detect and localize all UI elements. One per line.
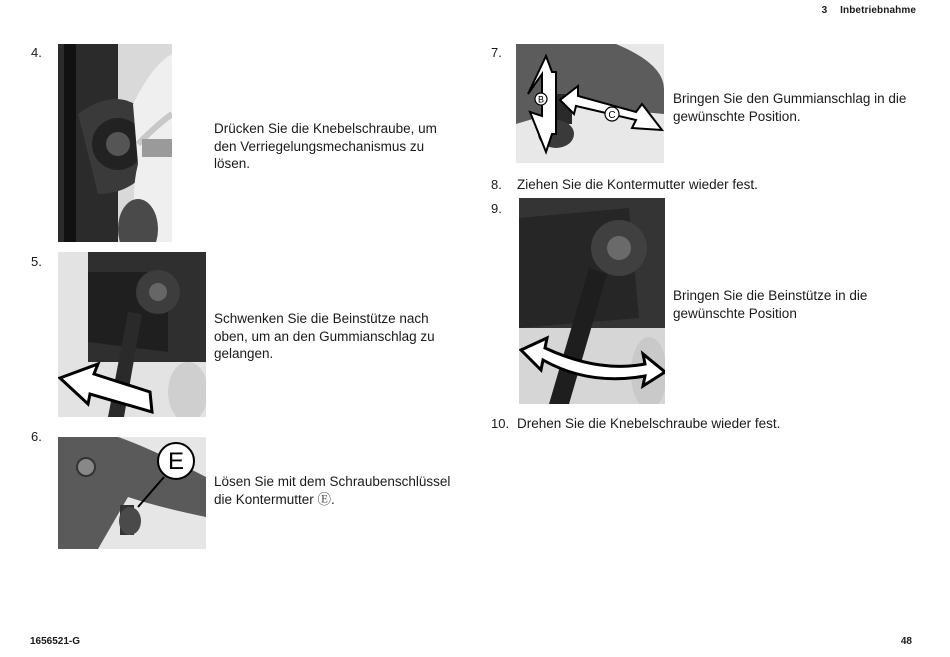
step-4-number: 4. (31, 45, 42, 60)
photo-legrest-position-arrow-icon (519, 198, 665, 404)
step-7-text: Bringen Sie den Gummianschlag in die gewünschte Position. (673, 91, 907, 124)
fig7-callout-b-label: B (537, 94, 545, 105)
photo-rubber-stop-arrows-icon (516, 44, 664, 163)
step-6-text: Lösen Sie mit dem Schraubenschlüssel die Kontermutter Ⓔ. (214, 474, 451, 507)
photo-legrest-swing-icon (58, 252, 206, 417)
chapter-title: Inbetriebnahme (840, 5, 916, 16)
step-9-number: 9. (491, 201, 502, 216)
step-7-photo (516, 44, 664, 163)
step-5-photo (58, 252, 206, 417)
photo-locknut-icon (58, 437, 206, 549)
photo-hand-pressing-knob-icon (58, 44, 172, 242)
step-10-number: 10. (491, 416, 510, 431)
fig6-callout-label: E (167, 448, 185, 475)
step-6-photo (58, 437, 206, 549)
step-4-text: Drücken Sie die Knebelschraube, um den Verriegelungsmechanismus zu lösen. (214, 121, 437, 171)
step-5-text: Schwenken Sie die Beinstütze nach oben, um an den Gummianschlag zu gelangen. (214, 311, 435, 361)
page-number: 48 (900, 636, 912, 647)
step-9-text: Bringen Sie die Beinstütze in die gewünschte Position (673, 288, 868, 321)
running-header (822, 5, 916, 16)
step-8-text: Ziehen Sie die Kontermutter wieder fest. (517, 177, 758, 192)
step-9-photo (519, 198, 665, 404)
step-7-number: 7. (491, 45, 502, 60)
step-4-photo (58, 44, 172, 242)
fig7-callout-c-label: C (608, 110, 616, 121)
step-8-number: 8. (491, 177, 502, 192)
step-5-number: 5. (31, 254, 42, 269)
chapter-number: 3 (821, 5, 828, 16)
document-id: 1656521-G (30, 636, 81, 647)
step-6-number: 6. (31, 429, 42, 444)
step-10-text: Drehen Sie die Knebelschraube wieder fest. (517, 416, 781, 431)
